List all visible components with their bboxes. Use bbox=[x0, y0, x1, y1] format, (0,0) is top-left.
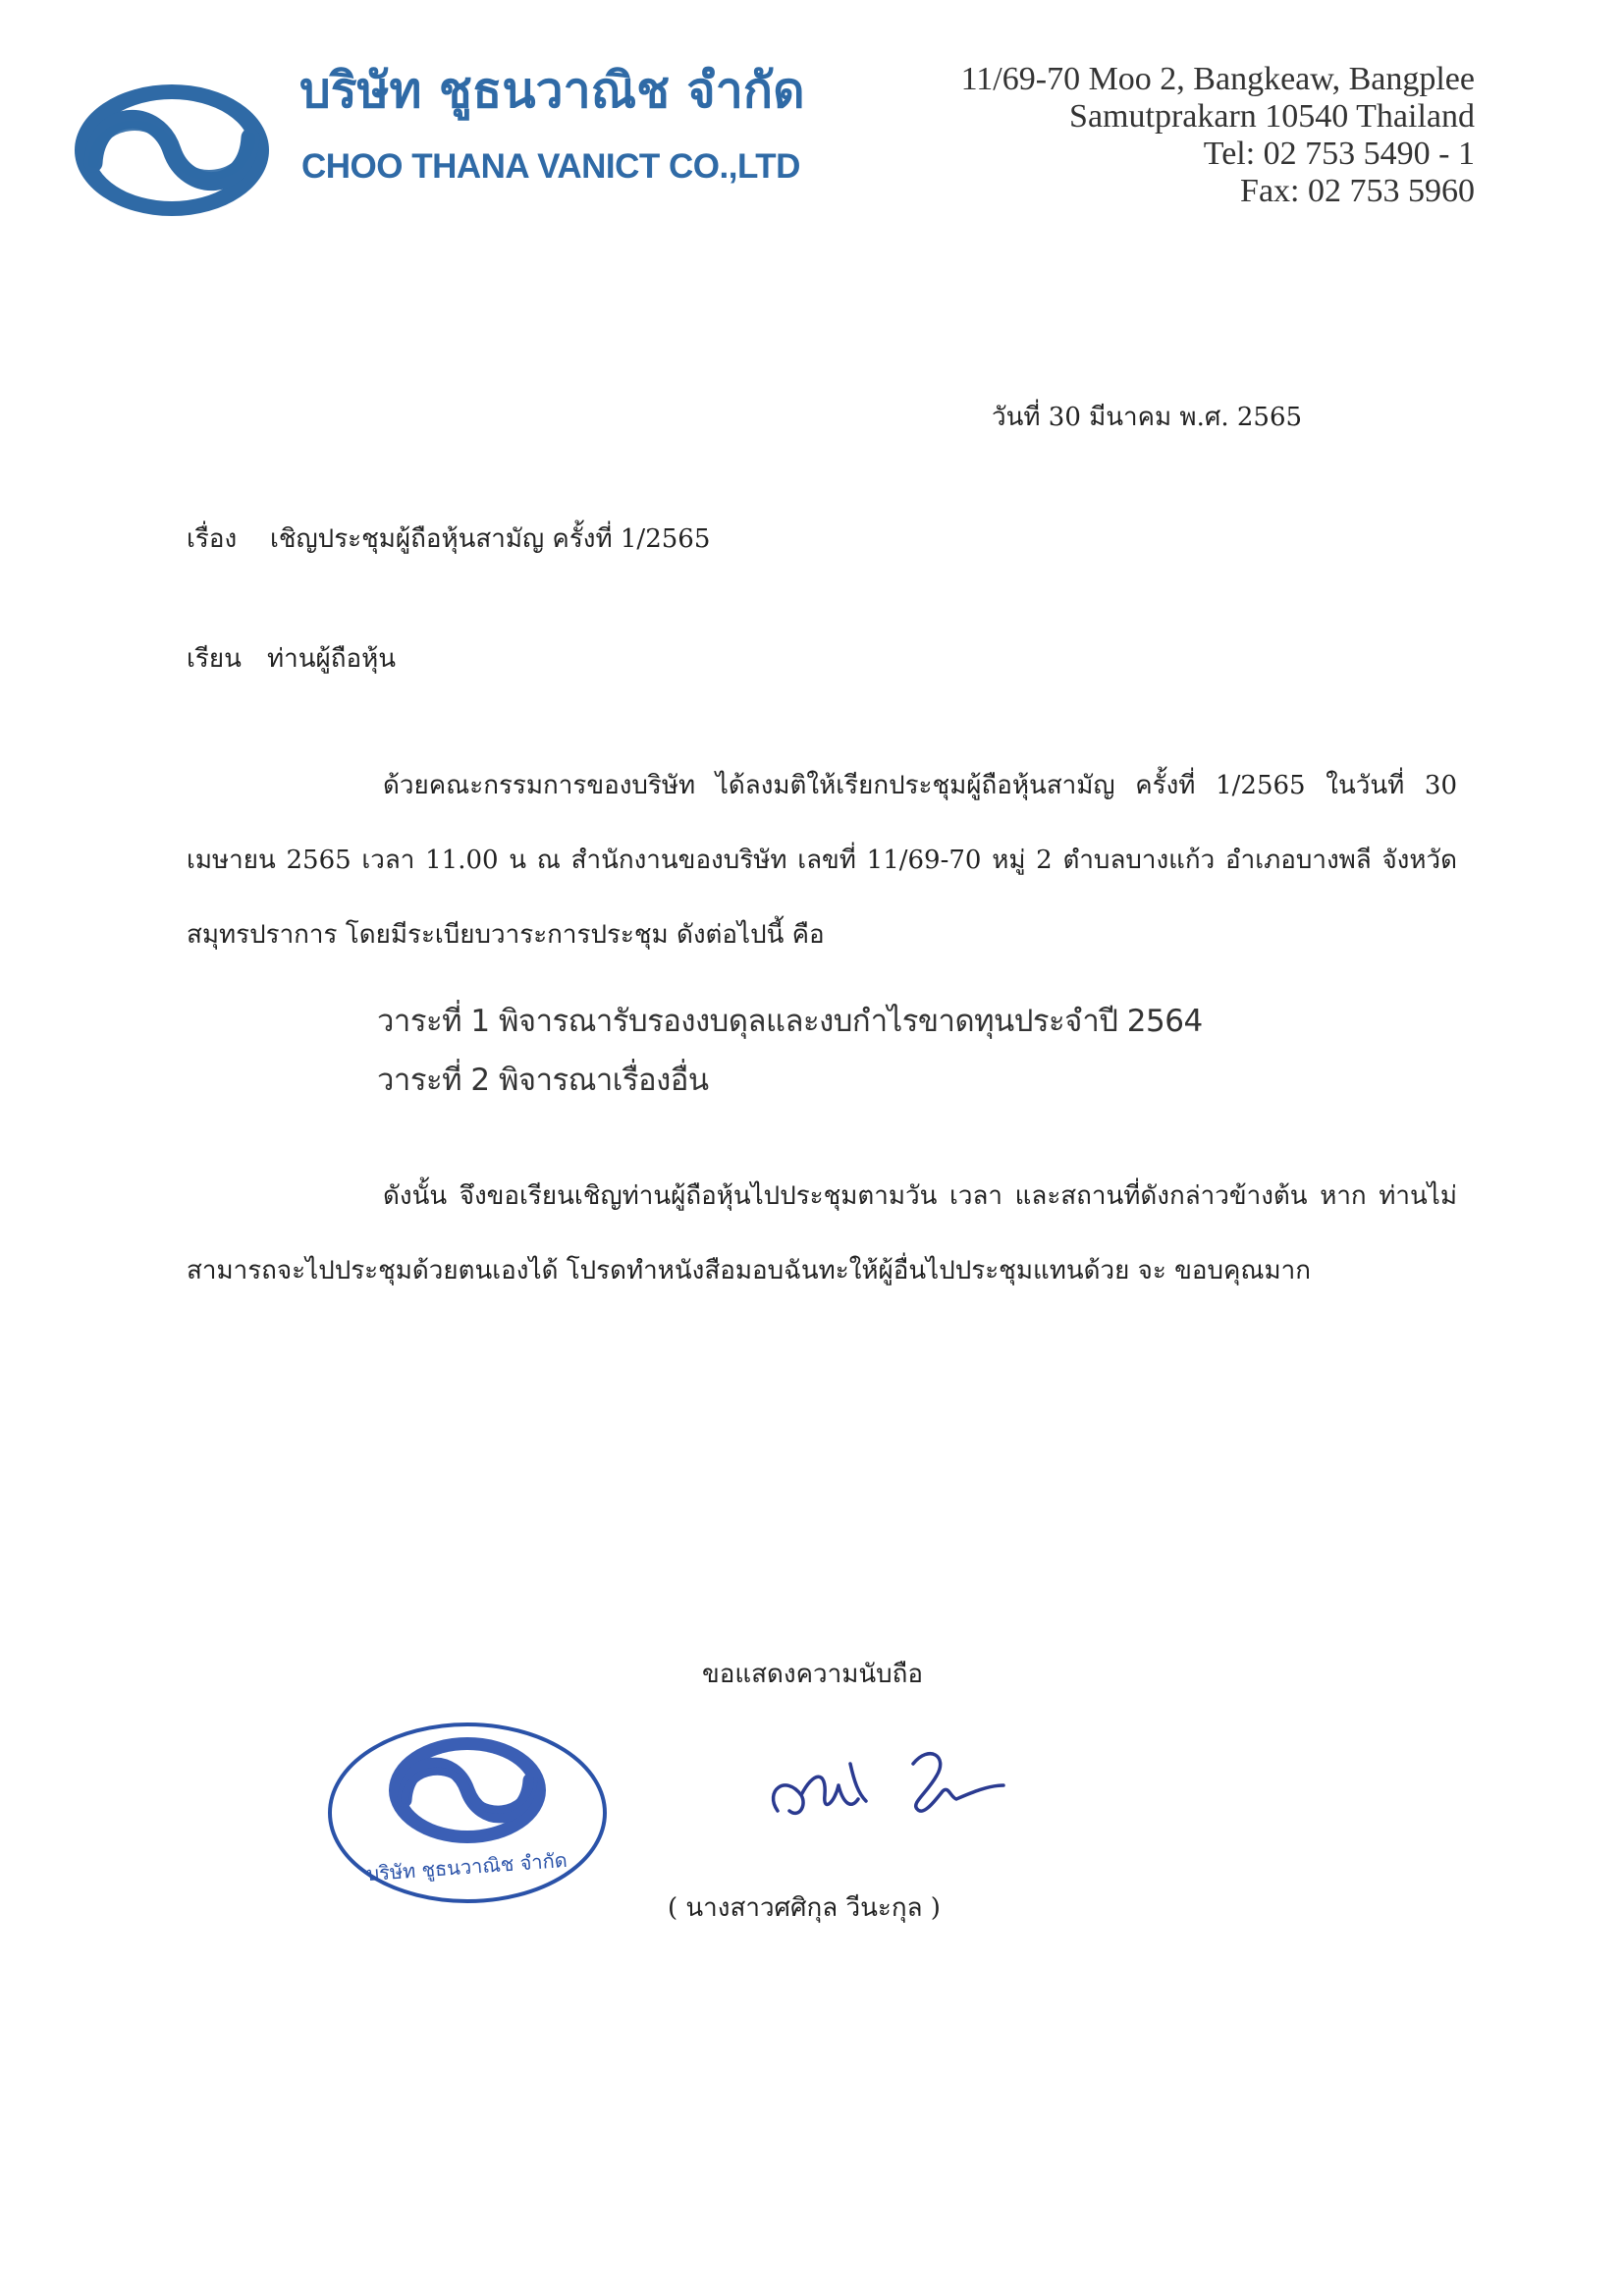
agenda-item: วาระที่ 2 พิจารณาเรื่องอื่น bbox=[377, 1063, 709, 1098]
address-line: 11/69-70 Moo 2, Bangkeaw, Bangplee bbox=[960, 61, 1475, 97]
company-stamp-icon bbox=[322, 1717, 613, 1909]
company-logo-icon bbox=[69, 77, 275, 224]
body-paragraph-meeting-notice bbox=[187, 748, 1457, 972]
paragraph-text: ด้วยคณะกรรมการของบริษัท ได้ลงมติให้เรียกประชุมผู้ถือหุ้นสามัญ ครั้งที่ 1/2565 ในวันที่ 30 เมษายน 2565 เวลา 11.00 น ณ สำนักงานของบริษัท เลขที่ 11/69-70 หมู่ 2 ตำบลบางแก้ว อำเภอบางพลี จังหวัดสมุทรปราการ โดยมีระเบียบวาระการประชุม ดังต่อไปนี้ คือ bbox=[187, 771, 1457, 950]
signatory-name: ( นางสาวศศิกุล วีนะกุล ) bbox=[668, 1893, 941, 1923]
company-name-thai: บริษัท ชูธนวาณิช จำกัด bbox=[299, 62, 805, 119]
address-line: Samutprakarn 10540 Thailand bbox=[1069, 98, 1475, 135]
letter-date: วันที่ 30 มีนาคม พ.ศ. 2565 bbox=[992, 403, 1303, 432]
salutation-recipient: ท่านผู้ถือหุ้น bbox=[267, 644, 397, 674]
body-paragraph-invitation bbox=[187, 1159, 1457, 1308]
closing-phrase: ขอแสดงความนับถือ bbox=[702, 1660, 923, 1689]
subject-label: เรื่อง bbox=[187, 524, 238, 554]
phone-line: Tel: 02 753 5490 - 1 bbox=[1203, 136, 1475, 172]
fax-line: Fax: 02 753 5960 bbox=[1240, 173, 1475, 209]
subject-text: เชิญประชุมผู้ถือหุ้นสามัญ ครั้งที่ 1/2565 bbox=[270, 524, 711, 554]
salutation-label: เรียน bbox=[187, 644, 242, 674]
signature-icon bbox=[756, 1730, 1021, 1838]
company-name-english: CHOO THANA VANICT CO.,LTD bbox=[301, 147, 800, 186]
agenda-item: วาระที่ 1 พิจารณารับรองงบดุลและงบกำไรขาดทุนประจำปี 2564 bbox=[377, 1004, 1203, 1039]
stamp-text: บริษัท ชูธนวาณิช จำกัด bbox=[365, 1847, 568, 1886]
company-address-block bbox=[961, 61, 1475, 210]
agenda-list bbox=[377, 992, 1203, 1110]
paragraph-text: ดังนั้น จึงขอเรียนเชิญท่านผู้ถือหุ้นไปประชุมตามวัน เวลา และสถานที่ดังกล่าวข้างต้น หาก ท่านไม่สามารถจะไปประชุมด้วยตนเองได้ โปรดทำหนังสือมอบฉันทะให้ผู้อื่นไปประชุมแทนด้วย จะ ขอบคุณมาก bbox=[187, 1181, 1457, 1285]
